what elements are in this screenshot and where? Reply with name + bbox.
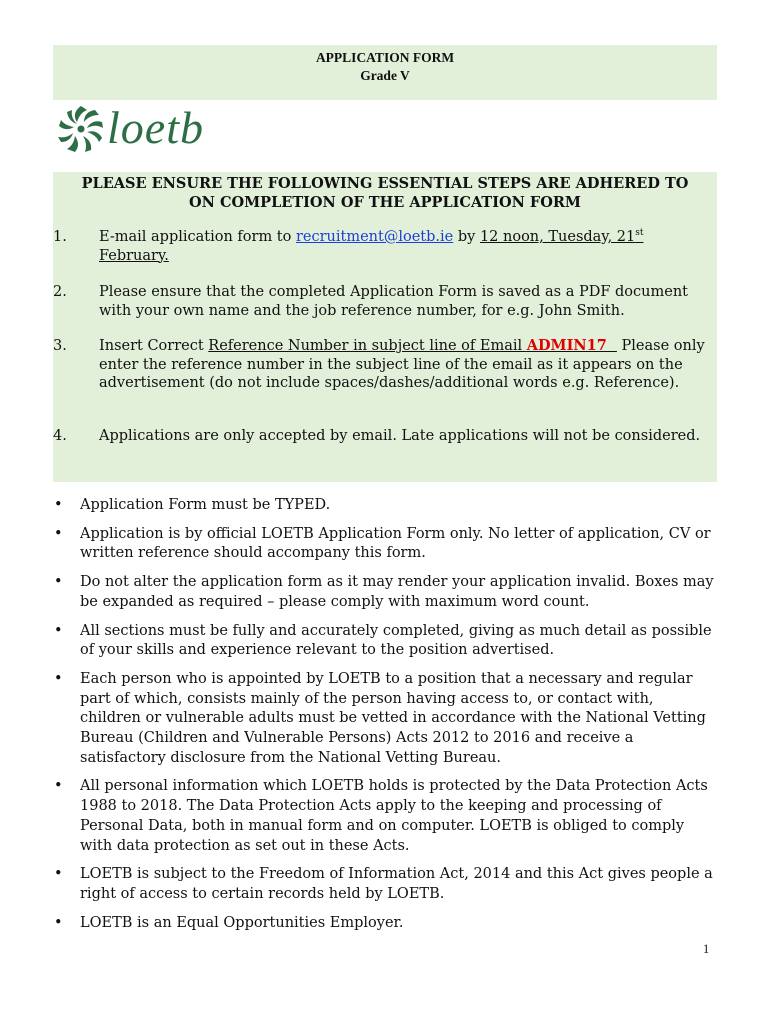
list-item: • Application is by official LOETB Application Form only. No letter of application, CV or written reference should accompany this form.: [54, 525, 711, 562]
list-item: • All sections must be fully and accurately completed, giving as much detail as possible of your skills and experience relevant to the position advertised.: [54, 622, 712, 659]
reference-code: ADMIN17: [526, 337, 617, 354]
swirl-logo-icon: [55, 102, 107, 158]
step-text: Insert Correct Reference Number in subject line of Email ADMIN17 Please only enter the reference number in the subject line of the email as it appears on the advertisement (do not include spaces/dashes/additional words e.g. Reference).: [99, 337, 705, 391]
form-grade: Grade V: [360, 68, 410, 83]
list-item: • Each person who is appointed by LOETB to a position that a necessary and regular part of which, consists mainly of the person having access to, or contact with, children or vulnerable adults must be vetted in accordance with the National Vetting Bureau (Children and Vulnerable Persons) Acts 2012 to 2016 and receive a satisfactory disclosure from the National Vetting Bureau.: [54, 670, 706, 766]
list-item: • LOETB is an Equal Opportunities Employer.: [53, 914, 717, 934]
list-item: • Application Form must be TYPED.: [53, 496, 717, 516]
step-number: 4.: [53, 428, 67, 444]
guidelines-list: [53, 496, 717, 942]
loetb-logo: [55, 100, 225, 158]
page-number: 1: [703, 942, 710, 956]
recruitment-email-link[interactable]: recruitment@loetb.ie: [295, 229, 454, 245]
step-number: 1.: [53, 229, 67, 245]
deadline: 12 noon, Tuesday, 21st February.: [99, 228, 644, 264]
bullet-icon: •: [54, 622, 63, 639]
bullet-icon: •: [54, 670, 63, 687]
step-text: E-mail application form to recruitment@loetb.ie by 12 noon, Tuesday, 21st February.: [99, 228, 644, 264]
bullet-icon: •: [54, 778, 63, 795]
bullet-icon: •: [54, 574, 63, 591]
essential-steps-panel: [53, 172, 717, 482]
step-text: Please ensure that the completed Application Form is saved as a PDF document with your own name and the job reference number, for e.g. John Smith.: [99, 284, 688, 319]
step-text: Applications are only accepted by email. Late applications will not be considered.: [99, 428, 701, 444]
logo-wordmark: loetb: [107, 102, 204, 153]
step-number: 2.: [53, 284, 67, 300]
form-header: [53, 45, 717, 100]
bullet-icon: •: [54, 525, 63, 542]
list-item: • Do not alter the application form as it may render your application invalid. Boxes may be expanded as required – please comply with maximum word count.: [54, 574, 714, 610]
steps-heading: PLEASE ENSURE THE FOLLOWING ESSENTIAL STEPS ARE ADHERED TO ON COMPLETION OF THE APPLICATION FORM: [81, 175, 689, 211]
form-title: APPLICATION FORM: [315, 50, 455, 65]
bullet-icon: •: [54, 914, 63, 931]
list-item: • LOETB is subject to the Freedom of Information Act, 2014 and this Act gives people a right of access to certain records held by LOETB.: [54, 866, 713, 902]
bullet-icon: •: [54, 497, 63, 513]
step-number: 3.: [53, 338, 67, 354]
list-item: • All personal information which LOETB holds is protected by the Data Protection Acts 1988 to 2018. The Data Protection Acts apply to the keeping and processing of Personal Data, both in manual form and on computer. LOETB is obliged to comply with data protection as set out in these Acts.: [54, 778, 708, 854]
bullet-icon: •: [54, 866, 63, 883]
